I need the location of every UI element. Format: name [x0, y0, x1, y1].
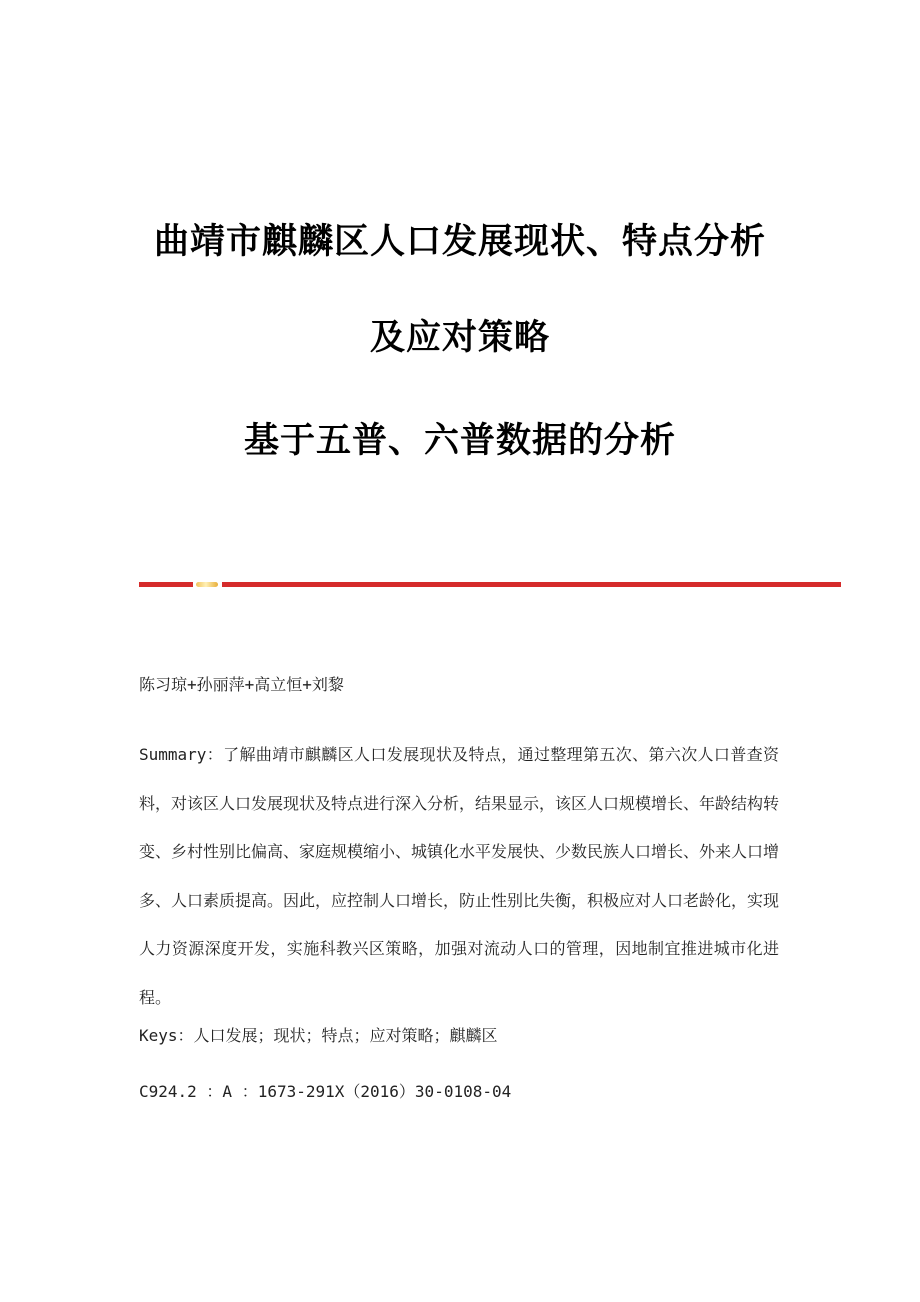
summary-paragraph: Summary：了解曲靖市麒麟区人口发展现状及特点，通过整理第五次、第六次人口普查资料，对该区人口发展现状及特点进行深入分析，结果显示，该区人口规模增长、年龄结构转变、乡村性别比偏高、家庭规模缩小、城镇化水平发展快、少数民族人口增长、外来人口增多、人口素质提高。因此，应控制人口增长，防止性别比失衡，积极应对人口老龄化，实现人力资源深度开发，实施科教兴区策略，加强对流动人口的管理，因地制宜推进城市化进程。: [139, 745, 780, 1007]
divider-ornament-icon: [196, 582, 218, 587]
keywords-line: Keys：人口发展；现状；特点；应对策略；麒麟区: [139, 1026, 498, 1045]
document-title-line-1: 曲靖市麒麟区人口发展现状、特点分析: [153, 221, 766, 262]
author-list: 陈习琼+孙丽萍+高立恒+刘黎: [139, 675, 344, 694]
document-title-line-2: 及应对策略: [369, 317, 550, 358]
divider-line-right: [222, 582, 841, 587]
document-subtitle: 基于五普、六普数据的分析: [243, 420, 676, 461]
title-divider: [139, 582, 841, 587]
divider-line-left: [139, 582, 193, 587]
classification-line: C924.2 ：A ：1673-291X（2016）30-0108-04: [139, 1082, 512, 1101]
